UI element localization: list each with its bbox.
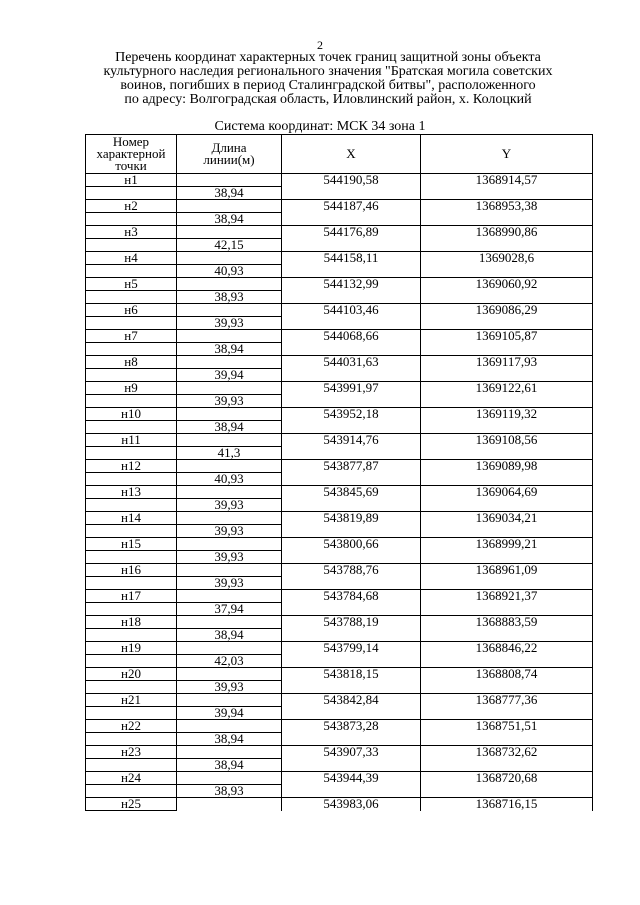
table-row: [86, 564, 593, 577]
x-value: 543983,06: [282, 798, 421, 811]
x-value: 544132,99: [282, 278, 421, 291]
table-row: [86, 174, 593, 187]
line-length: 38,94: [177, 629, 282, 642]
table-row: [86, 382, 593, 395]
point-name: н15: [86, 538, 177, 551]
line-length: 39,93: [177, 577, 282, 590]
table-row: [86, 486, 593, 499]
title-line: воинов, погибших в период Сталинградской битвы", расположенного: [120, 78, 536, 93]
point-name: н21: [86, 694, 177, 707]
line-length: 39,93: [177, 317, 282, 330]
title-line: Перечень координат характерных точек границ защитной зоны объекта: [115, 50, 541, 65]
line-length: 39,94: [177, 707, 282, 720]
x-value: 543991,97: [282, 382, 421, 395]
table-row: [86, 746, 593, 759]
table-row: [86, 408, 593, 421]
x-value: 543944,39: [282, 772, 421, 785]
x-value: 543819,89: [282, 512, 421, 525]
header-y: Y: [421, 135, 593, 174]
title-line: культурного наследия регионального значения "Братская могила советских: [103, 64, 553, 79]
point-name: н24: [86, 772, 177, 785]
table-row: [86, 356, 593, 369]
header-text: Длина: [211, 140, 247, 155]
table-row: [86, 798, 593, 811]
line-length: 42,15: [177, 239, 282, 252]
table-row: [86, 616, 593, 629]
y-value: 1368953,38: [421, 200, 593, 213]
line-length: 40,93: [177, 473, 282, 486]
point-name: н23: [86, 746, 177, 759]
page-number: 2: [317, 38, 323, 52]
point-name: н19: [86, 642, 177, 655]
y-value: 1369089,98: [421, 460, 593, 473]
point-name: н20: [86, 668, 177, 681]
y-value: 1368990,86: [421, 226, 593, 239]
line-length: 41,3: [177, 447, 282, 460]
coordinates-table-body: [86, 174, 593, 811]
y-value: 1369060,92: [421, 278, 593, 291]
line-length: 38,93: [177, 291, 282, 304]
line-length: 38,94: [177, 213, 282, 226]
line-length: 39,93: [177, 499, 282, 512]
y-value: 1368999,21: [421, 538, 593, 551]
document-title: [64, 51, 592, 107]
line-length: 39,93: [177, 525, 282, 538]
x-value: 543800,66: [282, 538, 421, 551]
header-text: точки: [115, 158, 147, 173]
y-value: 1369028,6: [421, 252, 593, 265]
y-value: 1369122,61: [421, 382, 593, 395]
table-row: [86, 252, 593, 265]
point-name: н14: [86, 512, 177, 525]
y-value: 1369086,29: [421, 304, 593, 317]
table-row: [86, 278, 593, 291]
x-value: 543873,28: [282, 720, 421, 733]
table-header-row: [86, 135, 593, 174]
table-row: [86, 434, 593, 447]
point-name: н3: [86, 226, 177, 239]
x-value: 544103,46: [282, 304, 421, 317]
y-value: 1368921,37: [421, 590, 593, 603]
x-value: 543842,84: [282, 694, 421, 707]
table-row: [86, 538, 593, 551]
line-length: 42,03: [177, 655, 282, 668]
y-value: 1368961,09: [421, 564, 593, 577]
header-x: X: [282, 135, 421, 174]
y-value: 1368846,22: [421, 642, 593, 655]
y-value: 1369064,69: [421, 486, 593, 499]
line-length: 39,93: [177, 681, 282, 694]
y-value: 1369034,21: [421, 512, 593, 525]
header-text: характерной: [96, 146, 166, 161]
line-length: 38,94: [177, 343, 282, 356]
x-value: 544190,58: [282, 174, 421, 187]
table-row: [86, 642, 593, 655]
x-value: 543907,33: [282, 746, 421, 759]
x-value: 543952,18: [282, 408, 421, 421]
y-value: 1369108,56: [421, 434, 593, 447]
y-value: 1368732,62: [421, 746, 593, 759]
line-length: 38,94: [177, 733, 282, 746]
line-length: 39,93: [177, 395, 282, 408]
y-value: 1369117,93: [421, 356, 593, 369]
y-value: 1368716,15: [421, 798, 593, 811]
point-name: н1: [86, 174, 177, 187]
point-name: н13: [86, 486, 177, 499]
header-line-length: [177, 135, 282, 174]
y-value: 1368914,57: [421, 174, 593, 187]
empty-length-cell: [177, 798, 282, 811]
x-value: 543784,68: [282, 590, 421, 603]
line-length: 40,93: [177, 265, 282, 278]
table-row: [86, 226, 593, 239]
point-name: н8: [86, 356, 177, 369]
point-name: н22: [86, 720, 177, 733]
coordinate-system-label: Система координат: МСК 34 зона 1: [214, 119, 426, 134]
point-name: н25: [86, 798, 177, 811]
point-name: н5: [86, 278, 177, 291]
point-name: н9: [86, 382, 177, 395]
x-value: 543799,14: [282, 642, 421, 655]
point-name: н7: [86, 330, 177, 343]
x-value: 544068,66: [282, 330, 421, 343]
x-value: 544031,63: [282, 356, 421, 369]
header-text: Номер: [112, 134, 150, 149]
y-value: 1368808,74: [421, 668, 593, 681]
x-value: 543788,76: [282, 564, 421, 577]
table-row: [86, 512, 593, 525]
header-point-number: [86, 135, 177, 174]
table-row: [86, 200, 593, 213]
line-length: 38,94: [177, 421, 282, 434]
table-row: [86, 460, 593, 473]
x-value: 543877,87: [282, 460, 421, 473]
y-value: 1369119,32: [421, 408, 593, 421]
header-text: линии(м): [203, 152, 255, 167]
table-row: [86, 330, 593, 343]
x-value: 543845,69: [282, 486, 421, 499]
y-value: 1368777,36: [421, 694, 593, 707]
table-row: [86, 304, 593, 317]
point-name: н16: [86, 564, 177, 577]
point-name: н18: [86, 616, 177, 629]
coordinates-table: [85, 134, 593, 811]
table-row: [86, 590, 593, 603]
point-name: н17: [86, 590, 177, 603]
table-row: [86, 668, 593, 681]
line-length: 38,94: [177, 759, 282, 772]
table-row: [86, 772, 593, 785]
point-name: н6: [86, 304, 177, 317]
x-value: 544187,46: [282, 200, 421, 213]
point-name: н10: [86, 408, 177, 421]
line-length: 39,94: [177, 369, 282, 382]
table-row: [86, 720, 593, 733]
x-value: 544158,11: [282, 252, 421, 265]
y-value: 1369105,87: [421, 330, 593, 343]
x-value: 543818,15: [282, 668, 421, 681]
x-value: 543788,19: [282, 616, 421, 629]
point-name: н2: [86, 200, 177, 213]
point-name: н4: [86, 252, 177, 265]
point-name: н11: [86, 434, 177, 447]
y-value: 1368883,59: [421, 616, 593, 629]
y-value: 1368720,68: [421, 772, 593, 785]
x-value: 544176,89: [282, 226, 421, 239]
y-value: 1368751,51: [421, 720, 593, 733]
title-line: по адресу: Волгоградская область, Иловлинский район, х. Колоцкий: [124, 92, 532, 107]
line-length: 37,94: [177, 603, 282, 616]
line-length: 38,94: [177, 187, 282, 200]
line-length: 38,93: [177, 785, 282, 798]
table-row: [86, 694, 593, 707]
line-length: 39,93: [177, 551, 282, 564]
x-value: 543914,76: [282, 434, 421, 447]
point-name: н12: [86, 460, 177, 473]
